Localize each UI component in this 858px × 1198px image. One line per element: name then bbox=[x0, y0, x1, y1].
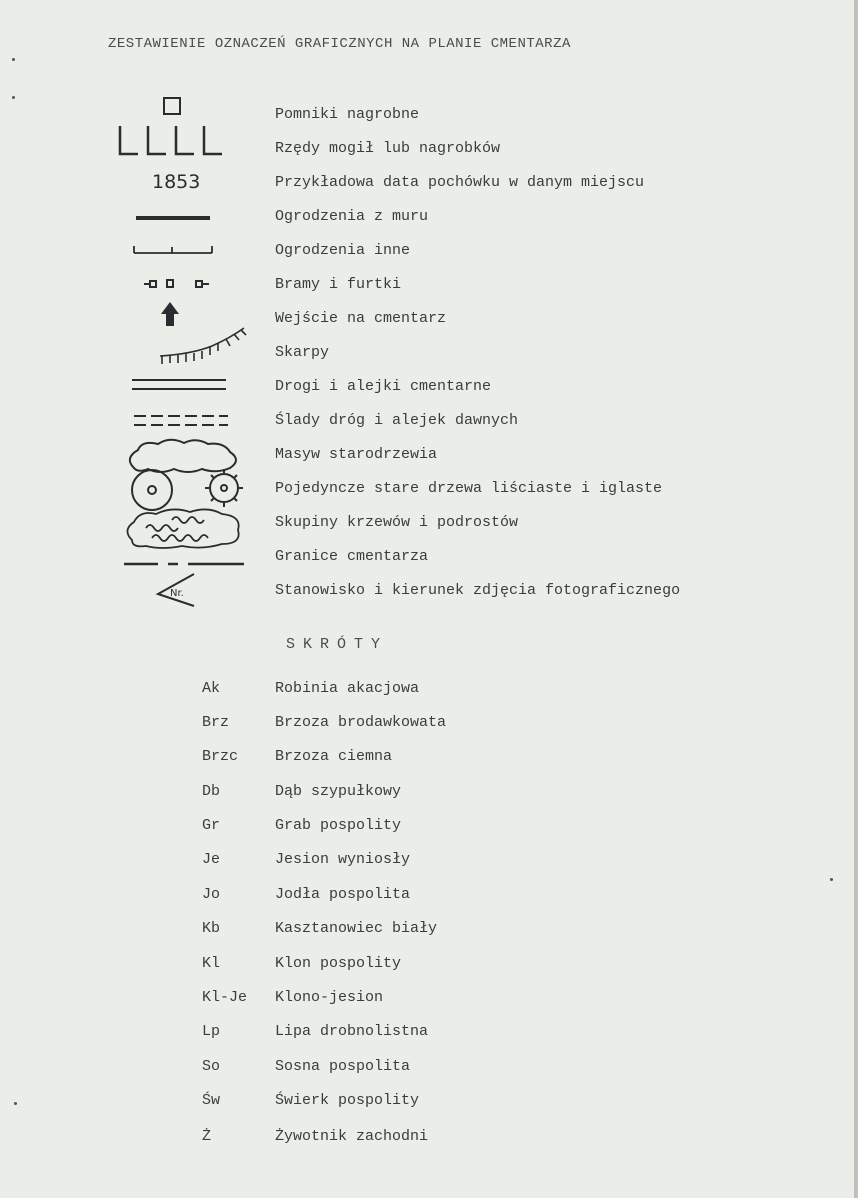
abbreviation-code: Brzc bbox=[202, 748, 239, 765]
abbreviation-row bbox=[0, 740, 858, 774]
entrance-arrow-icon bbox=[112, 302, 252, 336]
abbreviation-code: Św bbox=[202, 1092, 221, 1109]
abbreviation-code: Gr bbox=[202, 817, 221, 834]
embankment-icon bbox=[112, 336, 252, 370]
legend-row bbox=[0, 132, 858, 166]
burial-date-icon bbox=[112, 166, 252, 200]
abbreviations-heading: SKRÓTY bbox=[286, 636, 389, 653]
abbreviation-row bbox=[0, 981, 858, 1015]
cemetery-border-icon bbox=[112, 540, 252, 574]
abbreviation-code: Ak bbox=[202, 680, 221, 697]
scan-speck bbox=[830, 878, 833, 881]
legend-label: Ślady dróg i alejek dawnych bbox=[275, 412, 519, 429]
legend-row bbox=[0, 370, 858, 404]
grave-rows-icon bbox=[112, 132, 252, 166]
legend-row bbox=[0, 234, 858, 268]
legend-row bbox=[0, 404, 858, 438]
legend-label: Masyw starodrzewia bbox=[275, 446, 438, 463]
legend-row bbox=[0, 98, 858, 132]
legend-label: Skupiny krzewów i podrostów bbox=[275, 514, 519, 531]
abbreviation-row bbox=[0, 672, 858, 706]
abbreviation-code: So bbox=[202, 1058, 221, 1075]
burial-date-symbol: 1853 bbox=[152, 171, 201, 193]
abbreviation-name: Sosna pospolita bbox=[275, 1058, 411, 1075]
gates-icon bbox=[112, 268, 252, 302]
legend-label: Pomniki nagrobne bbox=[275, 106, 420, 123]
abbreviation-row bbox=[0, 1015, 858, 1049]
legend-label: Rzędy mogił lub nagrobków bbox=[275, 140, 501, 157]
legend-row bbox=[0, 302, 858, 336]
abbreviation-row bbox=[0, 809, 858, 843]
abbreviation-row bbox=[0, 912, 858, 946]
abbreviation-code: Lp bbox=[202, 1023, 221, 1040]
photo-position-icon bbox=[112, 574, 252, 608]
document-title: ZESTAWIENIE OZNACZEŃ GRAFICZNYCH NA PLANIE CMENTARZA bbox=[108, 36, 571, 52]
legend-label: Wejście na cmentarz bbox=[275, 310, 447, 327]
abbreviation-row bbox=[0, 843, 858, 877]
legend-label: Bramy i furtki bbox=[275, 276, 402, 293]
abbreviation-name: Żywotnik zachodni bbox=[275, 1128, 429, 1145]
legend-row bbox=[0, 438, 858, 472]
legend-label: Pojedyncze stare drzewa liściaste i iglaste bbox=[275, 480, 663, 497]
abbreviation-code: Db bbox=[202, 783, 221, 800]
abbreviation-code: Je bbox=[202, 851, 221, 868]
abbreviation-code: Jo bbox=[202, 886, 221, 903]
legend-row bbox=[0, 166, 858, 200]
legend-label: Ogrodzenia inne bbox=[275, 242, 411, 259]
abbreviation-name: Klono-jesion bbox=[275, 989, 384, 1006]
other-fence-icon bbox=[112, 234, 252, 268]
abbreviation-name: Klon pospolity bbox=[275, 955, 402, 972]
scan-speck bbox=[14, 1102, 17, 1105]
legend-label: Granice cmentarza bbox=[275, 548, 429, 565]
abbreviation-name: Dąb szypułkowy bbox=[275, 783, 402, 800]
abbreviation-code: Ż bbox=[202, 1128, 212, 1145]
scan-speck bbox=[12, 58, 15, 61]
wall-fence-icon bbox=[112, 200, 252, 234]
photo-number-symbol: Nr. bbox=[170, 588, 184, 599]
legend-label: Skarpy bbox=[275, 344, 330, 361]
legend-label: Drogi i alejki cmentarne bbox=[275, 378, 492, 395]
legend-row bbox=[0, 506, 858, 540]
old-trees-massif-icon bbox=[112, 438, 252, 472]
abbreviation-row bbox=[0, 1084, 858, 1118]
abbreviation-row bbox=[0, 878, 858, 912]
legend-label: Ogrodzenia z muru bbox=[275, 208, 429, 225]
abbreviation-name: Robinia akacjowa bbox=[275, 680, 420, 697]
abbreviation-name: Kasztanowiec biały bbox=[275, 920, 438, 937]
legend-row bbox=[0, 472, 858, 506]
road-icon bbox=[112, 370, 252, 404]
abbreviation-code: Kb bbox=[202, 920, 221, 937]
legend-label: Stanowisko i kierunek zdjęcia fotograficznego bbox=[275, 582, 681, 599]
legend-row bbox=[0, 268, 858, 302]
scan-speck bbox=[12, 96, 15, 99]
abbreviation-name: Lipa drobnolistna bbox=[275, 1023, 429, 1040]
abbreviation-name: Jesion wyniosły bbox=[275, 851, 411, 868]
abbreviation-row bbox=[0, 706, 858, 740]
abbreviation-name: Jodła pospolita bbox=[275, 886, 411, 903]
abbreviation-code: Kl bbox=[202, 955, 221, 972]
abbreviation-row bbox=[0, 1050, 858, 1084]
old-road-traces-icon bbox=[112, 404, 252, 438]
legend-label: Przykładowa data pochówku w danym miejscu bbox=[275, 174, 645, 191]
abbreviation-code: Brz bbox=[202, 714, 230, 731]
shrub-group-icon bbox=[112, 506, 252, 540]
abbreviation-name: Świerk pospolity bbox=[275, 1092, 420, 1109]
single-trees-icon bbox=[112, 472, 252, 506]
monument-icon bbox=[112, 98, 252, 132]
abbreviation-name: Grab pospolity bbox=[275, 817, 402, 834]
abbreviation-name: Brzoza brodawkowata bbox=[275, 714, 447, 731]
legend-row bbox=[0, 540, 858, 574]
abbreviation-row bbox=[0, 775, 858, 809]
abbreviation-code: Kl-Je bbox=[202, 989, 248, 1006]
abbreviation-name: Brzoza ciemna bbox=[275, 748, 393, 765]
legend-row bbox=[0, 200, 858, 234]
legend-row bbox=[0, 574, 858, 608]
abbreviation-row bbox=[0, 947, 858, 981]
abbreviation-row bbox=[0, 1120, 858, 1154]
legend-row bbox=[0, 336, 858, 370]
